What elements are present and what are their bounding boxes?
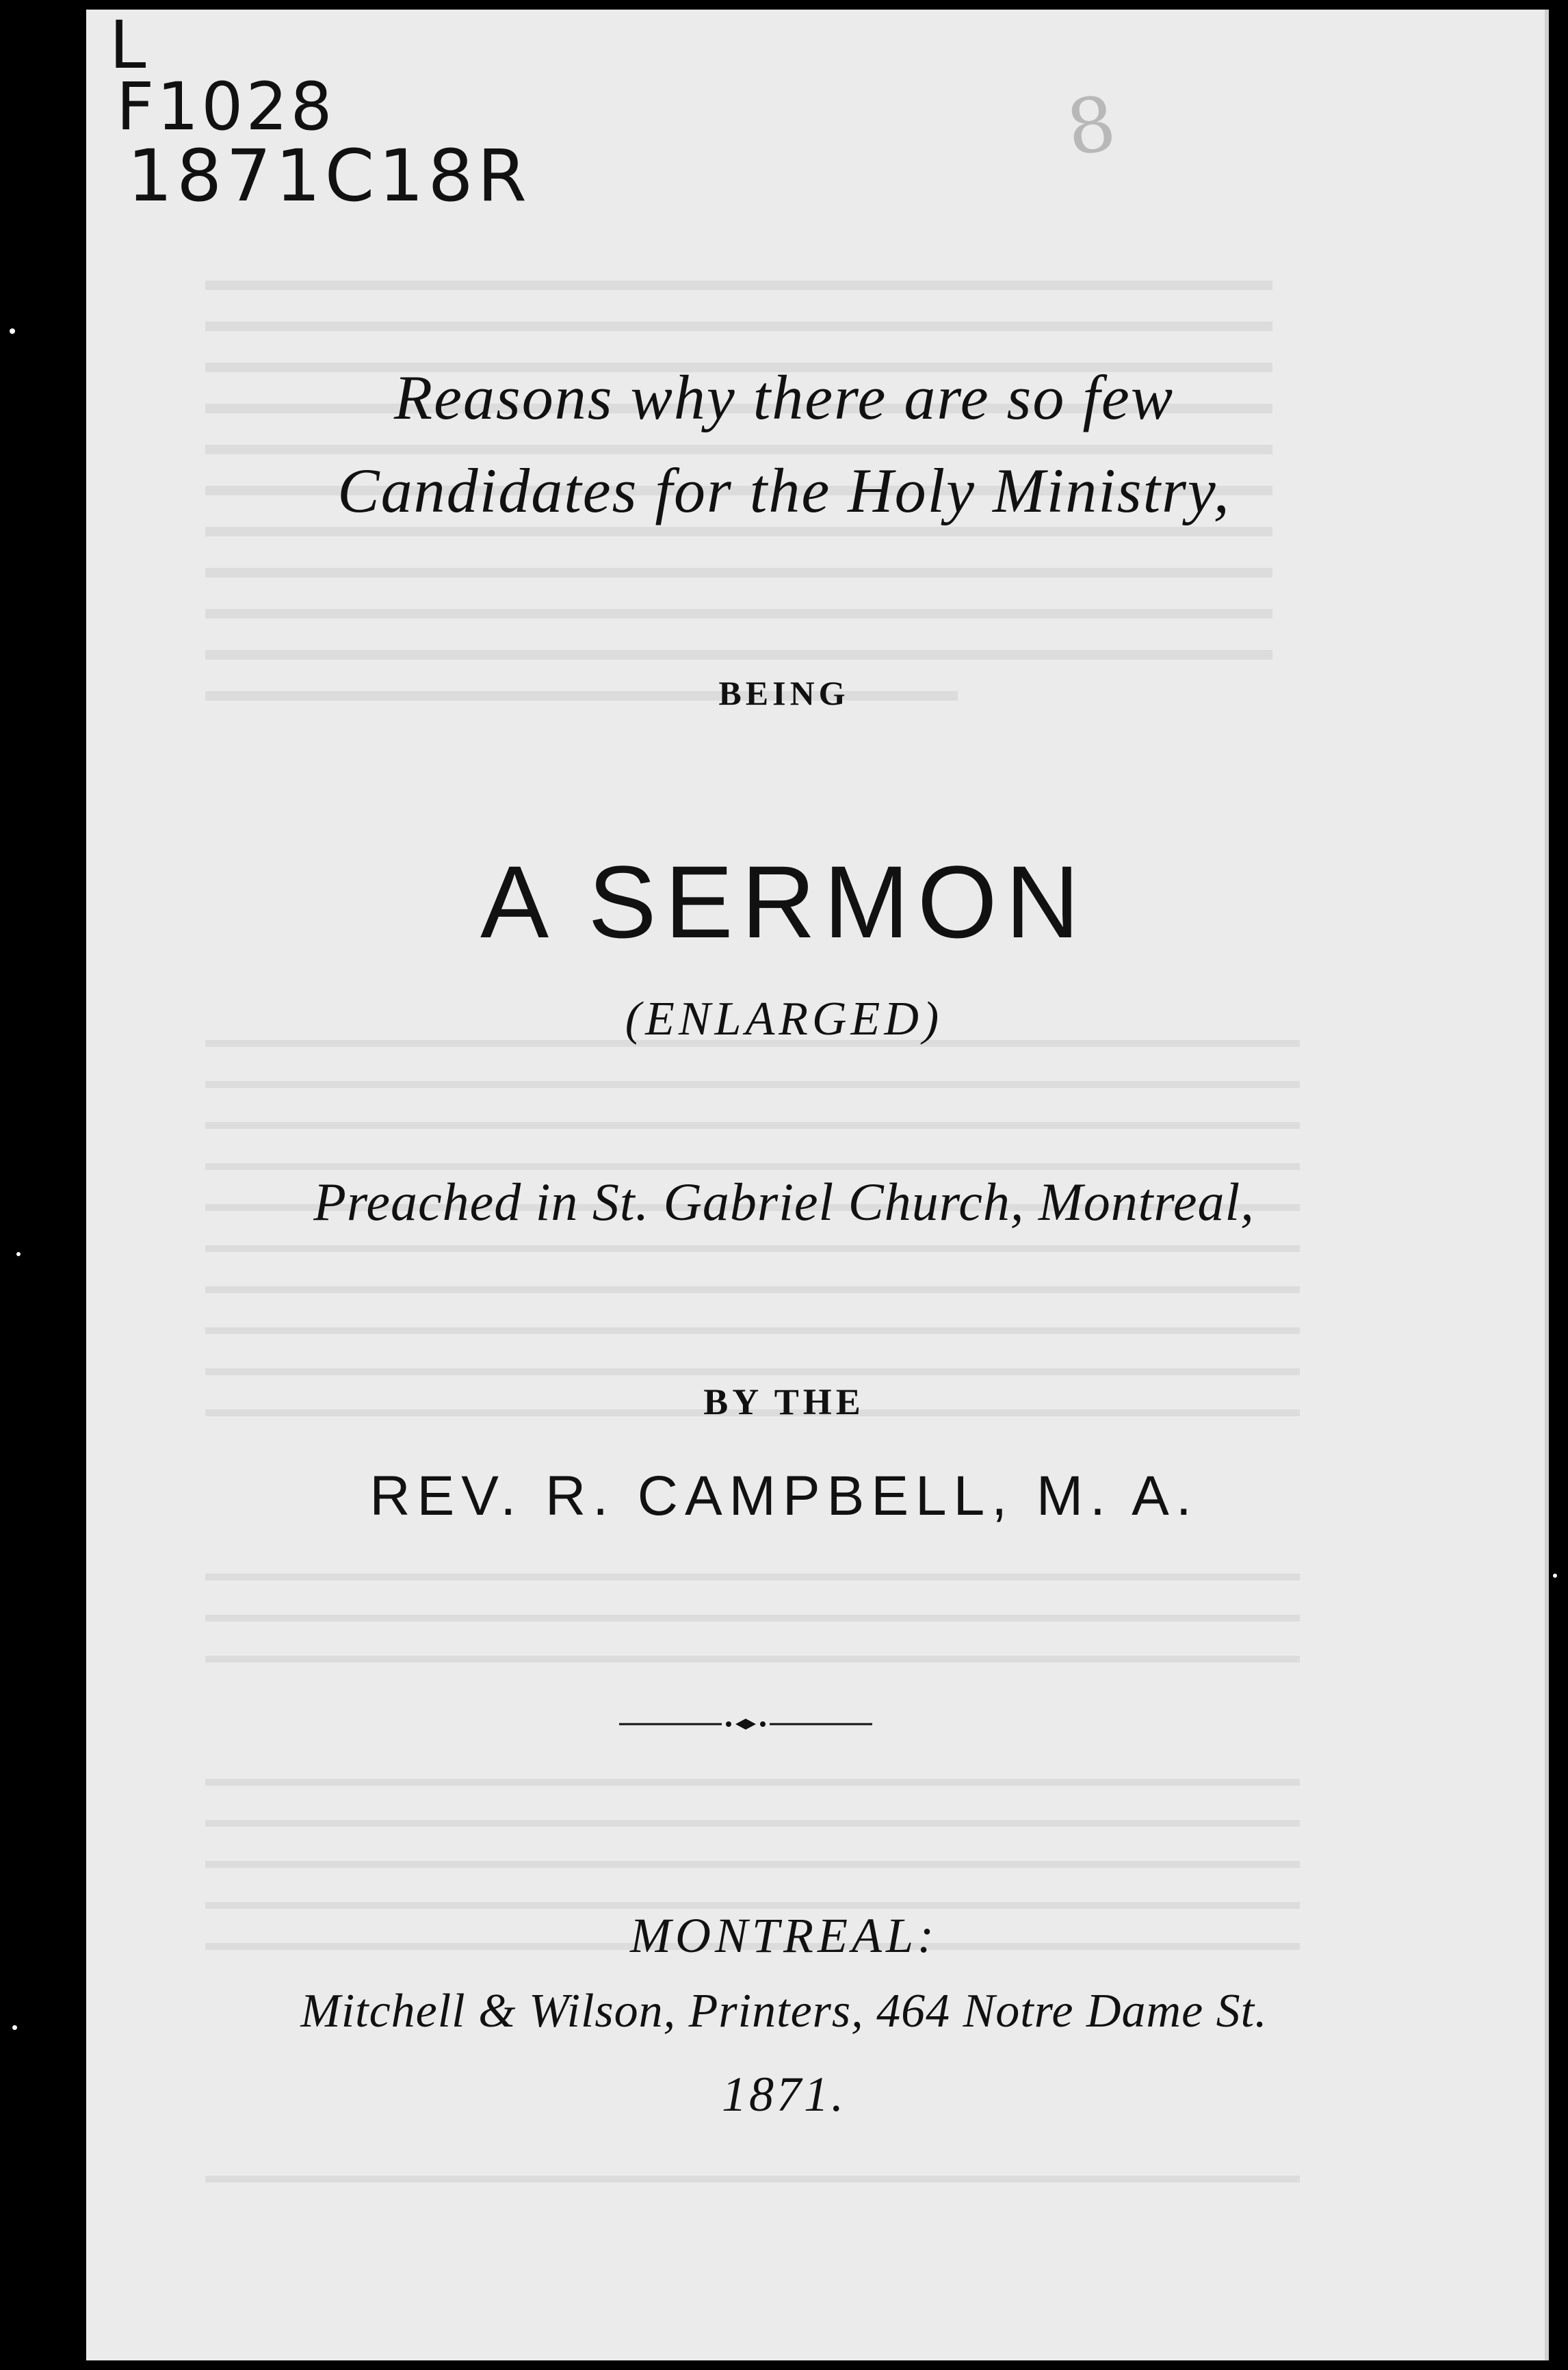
scan-speck xyxy=(16,1252,21,1256)
scan-speck xyxy=(10,328,15,334)
sermon-heading: A SERMON xyxy=(480,844,1088,959)
author-name: REV. R. CAMPBELL, M. A. xyxy=(369,1465,1199,1527)
enlarged-label: (ENLARGED) xyxy=(625,993,943,1045)
title-line-2: Candidates for the Holy Ministry, xyxy=(337,456,1231,525)
scan-speck xyxy=(12,2025,17,2030)
pencil-mark: 8 xyxy=(1061,79,1121,173)
handwritten-shelfmark-line2: F1028 xyxy=(116,68,335,145)
handwritten-shelfmark-line3: 1871C18R xyxy=(127,134,531,218)
imprint-year: 1871. xyxy=(722,2067,846,2122)
imprint-city: MONTREAL: xyxy=(630,1908,938,1963)
by-the-label: BY THE xyxy=(703,1381,865,1422)
preached-line: Preached in St. Gabriel Church, Montreal, xyxy=(313,1172,1255,1232)
title-line-1: Reasons why there are so few xyxy=(393,363,1175,432)
scan-speck xyxy=(1553,1574,1557,1578)
ornament-rule xyxy=(619,1716,872,1732)
imprint-printer: Mitchell & Wilson, Printers, 464 Notre Dame St. xyxy=(300,1985,1268,2037)
handwritten-shelfmark-line1: L xyxy=(109,7,149,83)
being-label: BEING xyxy=(718,674,850,712)
